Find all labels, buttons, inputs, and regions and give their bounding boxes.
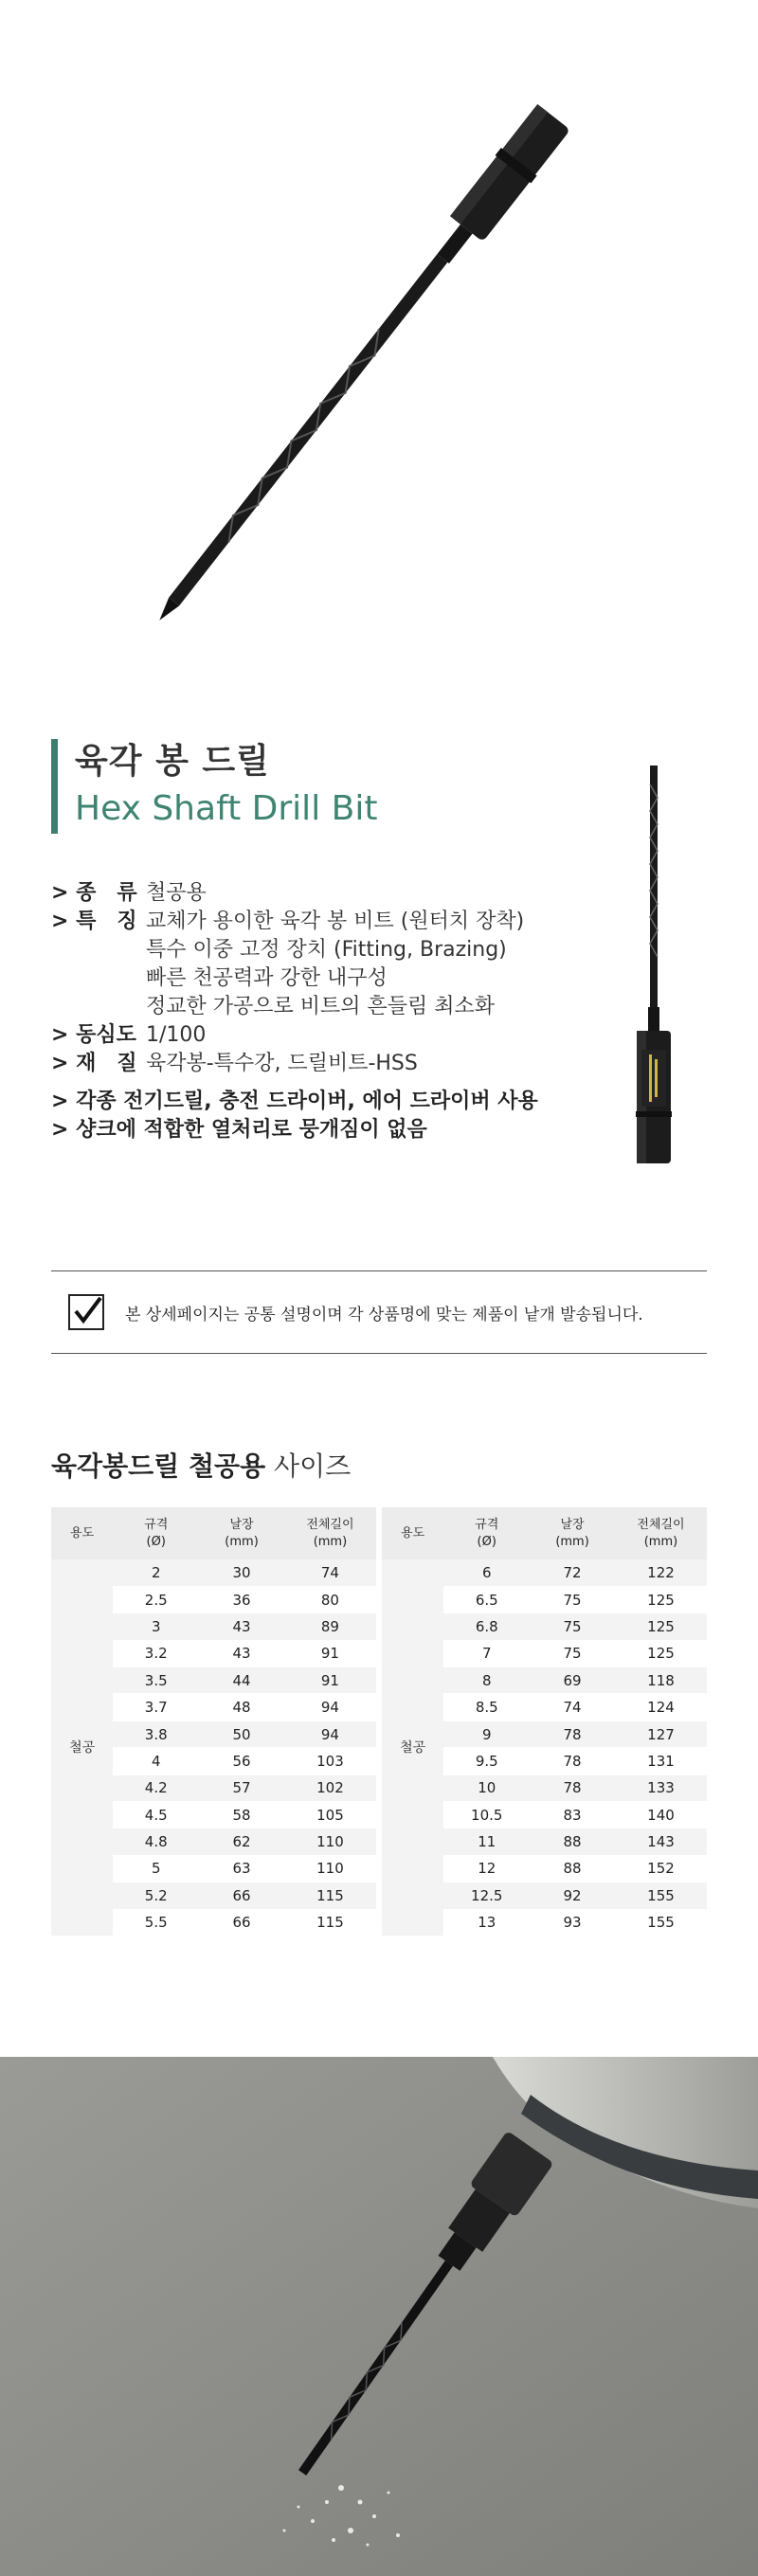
blade-cell: 75 — [530, 1613, 615, 1640]
usage-note: > 각종 전기드릴, 충전 드라이버, 에어 드라이버 사용 — [51, 1090, 538, 1113]
table-row — [51, 1855, 707, 1882]
total-cell: 133 — [615, 1774, 707, 1801]
blade-cell: 43 — [199, 1613, 284, 1640]
table-row — [51, 1909, 707, 1936]
blade-cell: 66 — [199, 1909, 284, 1936]
spec-cell: 3.8 — [113, 1720, 199, 1747]
total-cell: 115 — [284, 1909, 376, 1936]
notice-box — [51, 1270, 707, 1354]
blade-cell: 74 — [530, 1694, 615, 1720]
spec-value: 1/100 — [146, 1023, 207, 1047]
size-table-body — [51, 1559, 707, 1936]
blade-cell: 57 — [199, 1774, 284, 1801]
header-blade: 날장 (mm) — [530, 1507, 615, 1559]
spec-cell: 3.5 — [113, 1667, 199, 1694]
total-cell: 102 — [284, 1774, 376, 1801]
blade-cell: 56 — [199, 1748, 284, 1774]
blade-cell: 92 — [530, 1882, 615, 1909]
usage-note: > 샹크에 적합한 열처리로 뭉개짐이 없음 — [51, 1118, 427, 1142]
total-cell: 125 — [615, 1586, 707, 1612]
blade-cell: 75 — [530, 1640, 615, 1666]
total-cell: 94 — [284, 1720, 376, 1747]
gap-cell — [376, 1882, 382, 1909]
blade-cell: 30 — [199, 1559, 284, 1586]
blade-cell: 78 — [530, 1720, 615, 1747]
page-subtitle: Hex Shaft Drill Bit — [75, 789, 378, 828]
table-row — [51, 1774, 707, 1801]
blade-cell: 36 — [199, 1586, 284, 1612]
notice-text: 본 상세페이지는 공통 설명이며 각 상품명에 맞는 제품이 낱개 발송됩니다. — [125, 1305, 643, 1324]
page-title: 육각 봉 드릴 — [75, 742, 270, 781]
use-cell: 철공 — [51, 1559, 113, 1936]
total-cell: 105 — [284, 1802, 376, 1828]
table-row — [51, 1640, 707, 1666]
gap-cell — [376, 1802, 382, 1828]
header-spec: 규격 (Ø) — [443, 1507, 530, 1559]
gap-cell — [376, 1640, 382, 1666]
table-row — [51, 1559, 707, 1586]
title-block — [51, 739, 377, 834]
spec-cell: 11 — [443, 1828, 530, 1855]
spec-cell: 6 — [443, 1559, 530, 1586]
table-row — [51, 1720, 707, 1747]
header-spec: 규격 (Ø) — [113, 1507, 199, 1559]
spec-cell: 4.2 — [113, 1774, 199, 1801]
blade-cell: 63 — [199, 1855, 284, 1882]
spec-row-type — [51, 879, 582, 908]
spec-cell: 3.2 — [113, 1640, 199, 1666]
blade-cell: 50 — [199, 1720, 284, 1747]
spec-cell: 9.5 — [443, 1748, 530, 1774]
total-cell: 127 — [615, 1720, 707, 1747]
header-total: 전체길이 (mm) — [615, 1507, 707, 1559]
total-cell: 91 — [284, 1640, 376, 1666]
spec-value: 육각봉-특수강, 드릴비트-HSS — [146, 1052, 418, 1075]
total-cell: 118 — [615, 1667, 707, 1694]
usage-notes — [51, 1088, 538, 1144]
usage-photo — [0, 2057, 758, 2576]
table-row — [51, 1828, 707, 1855]
total-cell: 74 — [284, 1559, 376, 1586]
table-row — [51, 1694, 707, 1720]
spec-cell: 13 — [443, 1909, 530, 1936]
total-cell: 80 — [284, 1586, 376, 1612]
total-cell: 89 — [284, 1613, 376, 1640]
spec-key: > 종 류 — [51, 881, 137, 905]
blade-cell: 43 — [199, 1640, 284, 1666]
hero-product-image — [0, 0, 758, 682]
blade-cell: 88 — [530, 1828, 615, 1855]
spec-key: > 재 질 — [51, 1052, 137, 1075]
blade-cell: 88 — [530, 1855, 615, 1882]
blade-cell: 44 — [199, 1667, 284, 1694]
total-cell: 125 — [615, 1613, 707, 1640]
total-cell: 131 — [615, 1748, 707, 1774]
header-blade: 날장 (mm) — [199, 1507, 284, 1559]
total-cell: 110 — [284, 1828, 376, 1855]
spec-cell: 4 — [113, 1748, 199, 1774]
spec-row-material — [51, 1050, 582, 1078]
size-table-title-bold: 육각봉드릴 철공용 — [51, 1450, 266, 1482]
spec-cell: 3 — [113, 1613, 199, 1640]
total-cell: 115 — [284, 1882, 376, 1909]
spec-cell: 2 — [113, 1559, 199, 1586]
table-row — [51, 1613, 707, 1640]
total-cell: 155 — [615, 1882, 707, 1909]
spec-cell: 5.5 — [113, 1909, 199, 1936]
spec-cell: 8 — [443, 1667, 530, 1694]
side-drill-bit-icon — [621, 766, 687, 1167]
gap-cell — [376, 1748, 382, 1774]
checkbox-icon — [68, 1294, 104, 1330]
gap-cell — [376, 1909, 382, 1936]
gap-cell — [376, 1694, 382, 1720]
total-cell: 110 — [284, 1855, 376, 1882]
spec-key: > 특 징 — [51, 910, 137, 933]
total-cell: 152 — [615, 1855, 707, 1882]
blade-cell: 78 — [530, 1774, 615, 1801]
gap-cell — [376, 1855, 382, 1882]
header-use: 용도 — [51, 1507, 113, 1559]
total-cell: 143 — [615, 1828, 707, 1855]
spec-cell: 3.7 — [113, 1694, 199, 1720]
spec-cell: 6.8 — [443, 1613, 530, 1640]
spec-list — [51, 879, 582, 1078]
size-table-title-rest: 사이즈 — [265, 1450, 352, 1482]
total-cell: 103 — [284, 1748, 376, 1774]
table-row — [51, 1802, 707, 1828]
total-cell: 94 — [284, 1694, 376, 1720]
gap-cell — [376, 1828, 382, 1855]
total-cell: 155 — [615, 1909, 707, 1936]
blade-cell: 72 — [530, 1559, 615, 1586]
blade-cell: 48 — [199, 1694, 284, 1720]
spec-value: 특수 이중 고정 장치 (Fitting, Brazing) — [146, 938, 507, 962]
spec-cell: 12.5 — [443, 1882, 530, 1909]
size-table — [51, 1507, 707, 1937]
gap-cell — [376, 1774, 382, 1801]
gap-cell — [376, 1667, 382, 1694]
table-row — [51, 1586, 707, 1612]
blade-cell: 78 — [530, 1748, 615, 1774]
blade-cell: 66 — [199, 1882, 284, 1909]
total-cell: 140 — [615, 1802, 707, 1828]
total-cell: 125 — [615, 1640, 707, 1666]
spec-cell: 2.5 — [113, 1586, 199, 1612]
spec-cell: 12 — [443, 1855, 530, 1882]
size-table-title — [51, 1446, 351, 1484]
gap-cell — [376, 1586, 382, 1612]
blade-cell: 83 — [530, 1802, 615, 1828]
spec-key: > 동심도 — [51, 1023, 136, 1047]
blade-cell: 93 — [530, 1909, 615, 1936]
spec-cell: 8.5 — [443, 1694, 530, 1720]
blade-cell: 58 — [199, 1802, 284, 1828]
table-row — [51, 1667, 707, 1694]
spec-cell: 7 — [443, 1640, 530, 1666]
spec-cell: 10.5 — [443, 1802, 530, 1828]
spec-value: 정교한 가공으로 비트의 흔들림 최소화 — [146, 995, 496, 1018]
spec-cell: 4.8 — [113, 1828, 199, 1855]
spec-cell: 6.5 — [443, 1586, 530, 1612]
spec-cell: 4.5 — [113, 1802, 199, 1828]
gap-cell — [376, 1613, 382, 1640]
total-cell: 91 — [284, 1667, 376, 1694]
table-header-row — [51, 1507, 707, 1559]
spec-value: 철공용 — [146, 881, 207, 905]
blade-cell: 62 — [199, 1828, 284, 1855]
spec-row-feature — [51, 908, 582, 1021]
total-cell: 124 — [615, 1694, 707, 1720]
total-cell: 122 — [615, 1559, 707, 1586]
blade-cell: 75 — [530, 1586, 615, 1612]
header-use: 용도 — [382, 1507, 443, 1559]
spec-cell: 10 — [443, 1774, 530, 1801]
blade-cell: 69 — [530, 1667, 615, 1694]
table-row — [51, 1882, 707, 1909]
drill-bit-icon — [0, 0, 758, 682]
spec-cell: 5 — [113, 1855, 199, 1882]
spec-row-concentricity — [51, 1021, 582, 1050]
table-row — [51, 1748, 707, 1774]
use-cell: 철공 — [382, 1559, 443, 1936]
spec-value: 빠른 천공력과 강한 내구성 — [146, 966, 388, 990]
header-total: 전체길이 (mm) — [284, 1507, 376, 1559]
spec-cell: 9 — [443, 1720, 530, 1747]
gap-cell — [376, 1720, 382, 1747]
spec-cell: 5.2 — [113, 1882, 199, 1909]
spec-value: 교체가 용이한 육각 봉 비트 (원터치 장착) — [146, 910, 525, 933]
